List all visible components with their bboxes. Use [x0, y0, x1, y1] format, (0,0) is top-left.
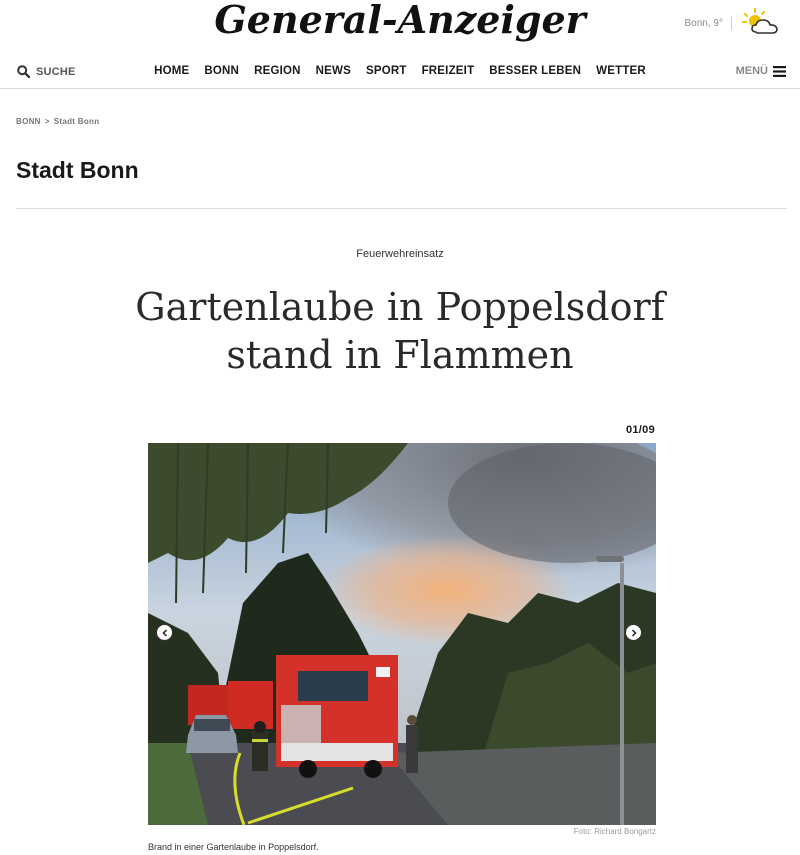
breadcrumb-stadt-bonn[interactable]: Stadt Bonn: [53, 117, 100, 126]
breadcrumb: [16, 117, 99, 126]
section-title: Stadt Bonn: [16, 157, 139, 183]
chevron-right-icon: [630, 629, 638, 637]
breadcrumb-bonn[interactable]: BONN: [16, 117, 41, 126]
photo-caption: Brand in einer Gartenlaube in Poppelsdorf.: [148, 842, 319, 852]
nav-item-bonn[interactable]: BONN: [204, 65, 240, 77]
menu-button[interactable]: [736, 65, 786, 77]
gallery-prev-button[interactable]: [156, 624, 173, 641]
hamburger-icon: [773, 66, 786, 77]
weather-separator: [731, 16, 732, 30]
main-nav: [0, 56, 800, 89]
nav-item-home[interactable]: HOME: [154, 65, 190, 77]
chevron-left-icon: [161, 629, 169, 637]
weather-text: Bonn, 9°: [684, 17, 723, 29]
nav-item-sport[interactable]: SPORT: [365, 65, 407, 77]
nav-items: [0, 65, 800, 77]
section-divider: [16, 208, 787, 209]
search-label: SUCHE: [36, 65, 76, 78]
masthead: [0, 0, 800, 56]
gallery-counter: 01/09: [625, 424, 655, 436]
nav-item-freizeit[interactable]: FREIZEIT: [421, 65, 475, 77]
site-logo[interactable]: General-Anzeiger: [214, 0, 586, 42]
photo-credit: Foto: Richard Bongartz: [573, 827, 656, 836]
photo-gallery[interactable]: [148, 443, 656, 825]
gallery-next-button[interactable]: [625, 624, 642, 641]
article-kicker: Feuerwehreinsatz: [356, 248, 444, 260]
breadcrumb-separator: >: [44, 117, 50, 126]
nav-item-news[interactable]: NEWS: [315, 65, 351, 77]
nav-item-wetter[interactable]: WETTER: [596, 65, 646, 77]
headline-line-2: stand in Flammen: [226, 333, 574, 377]
article-headline: [100, 283, 700, 379]
nav-item-besser-leben[interactable]: BESSER LEBEN: [489, 65, 582, 77]
headline-line-1: Gartenlaube in Poppelsdorf: [135, 285, 665, 329]
nav-item-region[interactable]: REGION: [254, 65, 301, 77]
partly-sunny-icon: [742, 8, 782, 38]
gallery-photo: [148, 443, 656, 825]
menu-label: MENÜ: [735, 65, 768, 77]
weather-widget[interactable]: [685, 8, 782, 38]
